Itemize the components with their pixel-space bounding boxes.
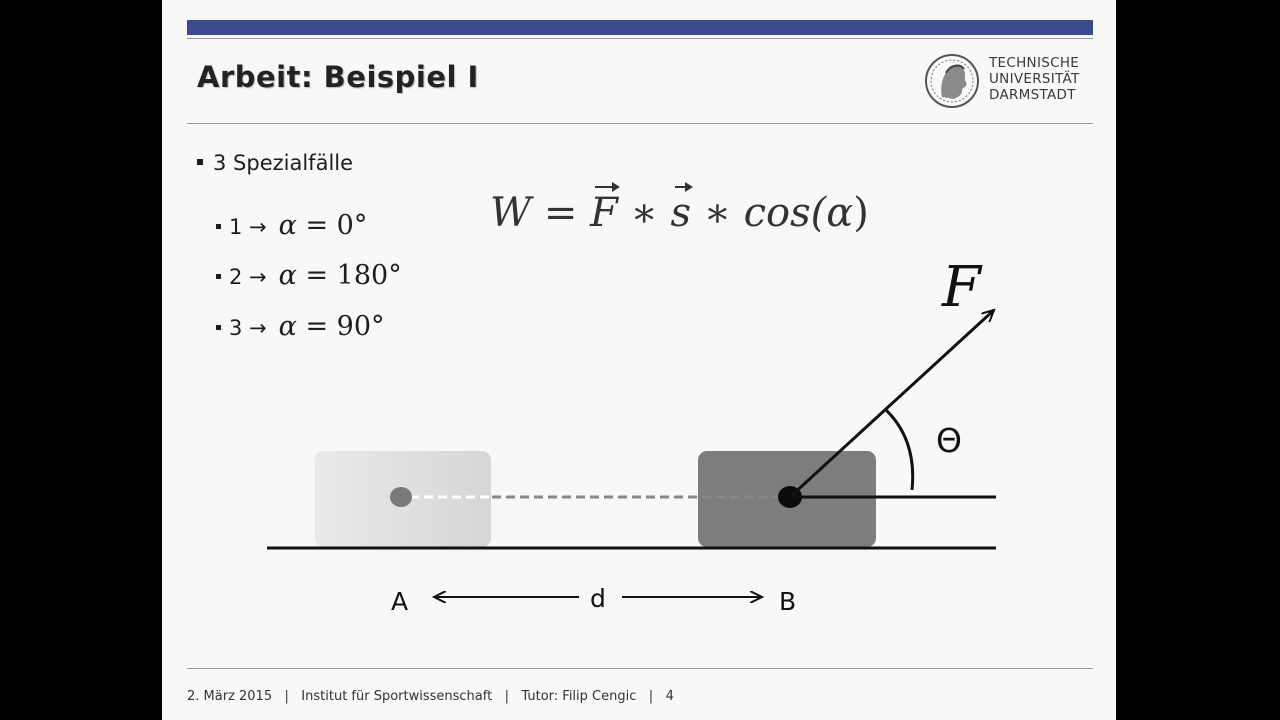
logo-line-3: DARMSTADT <box>989 87 1076 103</box>
case-equation: α = 0° <box>278 210 368 241</box>
point-a-label: A <box>391 587 409 616</box>
bullet-main-text: 3 Spezialfälle <box>213 151 354 175</box>
work-diagram <box>162 0 1116 660</box>
case-equation: α = 180° <box>278 260 402 291</box>
footer-page-number: 4 <box>665 689 674 704</box>
formula-times-1: ∗ <box>617 190 671 236</box>
angle-label: Θ <box>936 421 962 460</box>
formula-force-vector: F <box>590 190 618 236</box>
case-number: 3 → <box>229 316 267 340</box>
formula-times-2: ∗ <box>691 190 744 236</box>
force-arrow <box>790 310 994 497</box>
slide-footer: 2. März 2015 | Institut für Sportwissenschaft | Tutor: Filip Cengic | 4 <box>187 689 674 704</box>
footer-date: 2. März 2015 <box>187 689 273 704</box>
formula-displacement-vector: s <box>670 190 691 236</box>
start-point <box>390 487 412 507</box>
point-b-label: B <box>779 587 797 616</box>
logo-line-1: TECHNISCHE <box>989 55 1080 71</box>
formula-alpha: α <box>826 190 854 236</box>
case-number: 2 → <box>229 265 267 289</box>
formula-w: W <box>490 190 532 236</box>
force-label: F <box>942 255 981 320</box>
case-angle: 180° <box>336 260 402 291</box>
footer-divider <box>187 668 1093 669</box>
logo-line-2: UNIVERSITÄT <box>989 71 1080 87</box>
case-angle: 90° <box>336 311 385 342</box>
formula-close: ) <box>853 190 869 236</box>
footer-institute: Institut für Sportwissenschaft <box>301 689 493 704</box>
angle-arc <box>886 410 913 490</box>
case-angle: 0° <box>336 210 368 241</box>
distance-label: d <box>590 584 606 613</box>
formula-equals: = <box>531 190 591 236</box>
footer-tutor: Tutor: Filip Cengic <box>521 689 637 704</box>
slide <box>162 0 1116 720</box>
case-equation: α = 90° <box>278 311 385 342</box>
slide-title: Arbeit: Beispiel I <box>197 60 479 94</box>
formula-cos: cos( <box>743 190 827 236</box>
case-number: 1 → <box>229 215 267 239</box>
